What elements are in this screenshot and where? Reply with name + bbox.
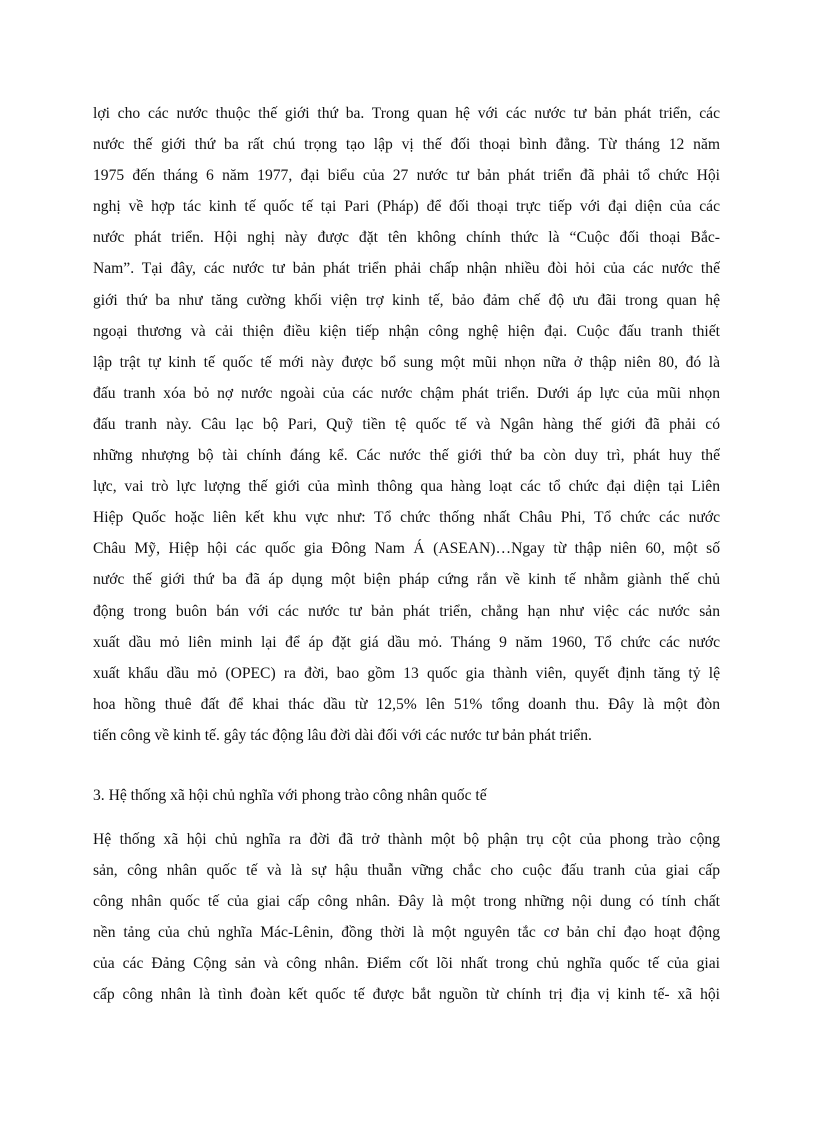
text-line: lực, vai trò lực lượng thế giới của mình thông qua hàng loạt các tổ chức đại diện tại Liên [93, 478, 720, 496]
text-line: nước thế giới thứ ba rất chú trọng tạo lập vị thế đối thoại bình đẳng. Từ tháng 12 năm [93, 136, 720, 154]
text-line: nước thế giới thứ ba đã áp dụng một biện pháp cứng rắn về kinh tế nhằm giành thế chủ [93, 571, 720, 589]
text-line: xuất khẩu dầu mỏ (OPEC) ra đời, bao gồm 13 quốc gia thành viên, quyết định tăng tỷ lệ [93, 664, 720, 682]
text-line: nền tảng của chủ nghĩa Mác-Lênin, đồng thời là một nguyên tắc cơ bản chỉ đạo hoạt động [93, 924, 720, 942]
text-line: đấu tranh này. Câu lạc bộ Pari, Quỹ tiền tệ quốc tế và Ngân hàng thế giới đã phải có [93, 415, 720, 433]
text-line: lập trật tự kinh tế quốc tế mới này được bổ sung một mũi nhọn nữa ở thập niên 80, đó là [93, 353, 720, 371]
text-line: Hệ thống xã hội chủ nghĩa ra đời đã trở thành một bộ phận trụ cột của phong trào cộng [93, 831, 720, 848]
text-line: nước phát triển. Hội nghị này được đặt tên không chính thức là “Cuộc đối thoại Bắc- [93, 229, 720, 247]
paragraph-socialist-system [93, 824, 720, 1011]
text-line: nghị về hợp tác kinh tế quốc tế tại Pari (Pháp) để đối thoại trực tiếp với đại diện của các [93, 198, 720, 216]
text-line: Nam”. Tại đây, các nước tư bản phát triển phải chấp nhận nhiều đòi hỏi của các nước thế [93, 260, 720, 278]
paragraph-oil-and-third-world [93, 98, 720, 751]
text-line: 1975 đến tháng 6 năm 1977, đại biểu của 27 nước tư bản phát triển đã phải tổ chức Hội [93, 167, 720, 185]
text-line: Hiệp Quốc hoặc liên kết khu vực như: Tổ chức thống nhất Châu Phi, Tổ chức các nước [93, 509, 720, 527]
section-heading: 3. Hệ thống xã hội chủ nghĩa với phong trào công nhân quốc tế [93, 787, 487, 804]
text-line: tiến công về kinh tế. gây tác động lâu đời dài đối với các nước tư bản phát triển. [93, 726, 592, 744]
text-line: ngoại thương và cải thiện điều kiện tiếp nhận công nghệ hiện đại. Cuộc đấu tranh thiết [93, 322, 720, 340]
text-line: Châu Mỹ, Hiệp hội các quốc gia Đông Nam Á (ASEAN)…Ngay từ thập niên 60, một số [93, 540, 720, 558]
text-line: những nhượng bộ tài chính đáng kể. Các nước thế giới thứ ba còn duy trì, phát huy thế [93, 447, 720, 465]
text-line: sản, công nhân quốc tế và là sự hậu thuẫn vững chắc cho cuộc đấu tranh của giai cấp [93, 862, 720, 880]
text-line: lợi cho các nước thuộc thế giới thứ ba. Trong quan hệ với các nước tư bản phát triển, các [93, 105, 720, 122]
text-line: động trong buôn bán với các nước tư bản phát triển, chẳng hạn như việc các nước sản [93, 602, 720, 620]
text-line: giới thứ ba như tăng cường khối viện trợ kinh tế, bảo đảm chế độ ưu đãi trong quan hệ [93, 291, 720, 309]
text-line: xuất dầu mỏ liên minh lại để áp đặt giá dầu mỏ. Tháng 9 năm 1960, Tổ chức các nước [93, 633, 720, 651]
text-line: đấu tranh xóa bỏ nợ nước ngoài của các nước chậm phát triển. Dưới áp lực của mũi nhọn [93, 384, 720, 402]
text-line: công nhân quốc tế của giai cấp công nhân. Đây là một trong những nội dung có tính chất [93, 893, 720, 911]
text-line: hoa hồng thuê đất để khai thác dầu từ 12,5% lên 51% tổng doanh thu. Đây là một đòn [93, 695, 720, 713]
text-line: của các Đảng Cộng sản và công nhân. Điểm cốt lõi nhất trong chủ nghĩa quốc tế của giai [93, 955, 720, 973]
text-line: cấp công nhân là tình đoàn kết quốc tế được bắt nguồn từ chính trị địa vị kinh tế- xã hội [93, 986, 720, 1004]
